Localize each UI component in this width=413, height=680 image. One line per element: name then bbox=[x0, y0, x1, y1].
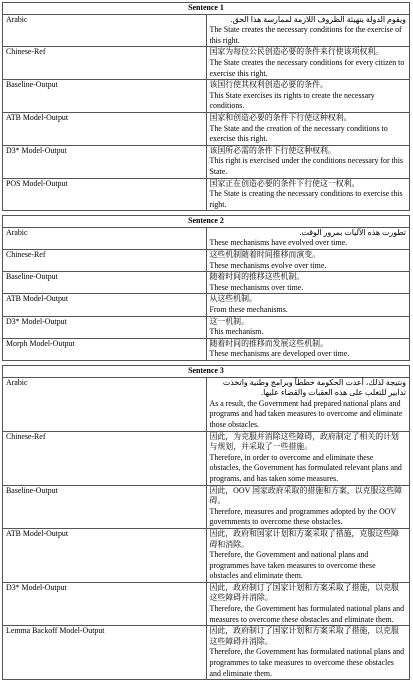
translation-text-line: From these mechanisms. bbox=[209, 305, 288, 315]
row-content bbox=[206, 227, 410, 249]
row-content bbox=[206, 316, 410, 338]
table-row bbox=[3, 338, 410, 360]
translation-text-line: These mechanisms have evolved over time. bbox=[209, 238, 348, 248]
translation-text-line: As a result, the Government had prepared national plans and programs and had taken measures to overcome and eliminate those obstacles. bbox=[209, 398, 403, 429]
row-label: Baseline-Output bbox=[3, 80, 207, 113]
translation-text-line: 从这些机制。 bbox=[209, 294, 257, 304]
row-content bbox=[206, 626, 410, 680]
row-content bbox=[206, 294, 410, 316]
row-content bbox=[206, 338, 410, 360]
row-label: Arabic bbox=[3, 377, 207, 431]
row-label: Chinese-Ref bbox=[3, 431, 207, 485]
row-content bbox=[206, 431, 410, 485]
table-row bbox=[3, 626, 410, 680]
sentence-heading-row bbox=[3, 216, 410, 228]
translation-text-line: Therefore, the Government and national plans and programmes have taken measures to overcome these obstacles and eliminate them. bbox=[209, 550, 376, 581]
row-content bbox=[206, 80, 410, 113]
translation-text-line: The State is creating the necessary conditions to exercise this right. bbox=[209, 189, 403, 209]
sentence-heading-row bbox=[3, 3, 410, 15]
row-label: Baseline-Output bbox=[3, 485, 207, 528]
row-content bbox=[206, 485, 410, 528]
table-row bbox=[3, 227, 410, 249]
table-row bbox=[3, 485, 410, 528]
translation-text-line: 随着时间的推移而发展这些机制。 bbox=[209, 338, 328, 348]
row-content bbox=[206, 272, 410, 294]
row-label: Baseline-Output bbox=[3, 272, 207, 294]
row-label: D3* Model-Output bbox=[3, 145, 207, 178]
row-label: ATB Model-Output bbox=[3, 294, 207, 316]
row-content bbox=[206, 582, 410, 625]
row-label: Morph Model-Output bbox=[3, 338, 207, 360]
table-row bbox=[3, 431, 410, 485]
translation-text-line: 因此，OOV 国家政府采取的措施和方案，以克服这些障碍。 bbox=[209, 485, 403, 506]
table-row bbox=[3, 272, 410, 294]
sentence-heading: Sentence 3 bbox=[3, 366, 410, 378]
row-content bbox=[206, 14, 410, 47]
translation-text-line: 随着时间的推移这些机制。 bbox=[209, 272, 305, 282]
translation-text-line: This mechanism. bbox=[209, 327, 264, 337]
translation-text-line: The State and the creation of the necessary conditions to exercise this right. bbox=[209, 123, 388, 144]
source-text-line: ونتيجة لذلك، أعدت الحكومة خططاً وبرامج وطنية واتخذت تدابير للتغلب على هذه العقبات والقضاء عليها. bbox=[222, 377, 406, 398]
row-content bbox=[206, 377, 410, 431]
translation-text-line: 因此，政府制订了国家计划和方案采取了措施，以克服这些障碍并消除。 bbox=[209, 582, 399, 603]
translation-text-line: 这些机制随着时间推移而演变。 bbox=[209, 250, 320, 260]
row-label: Chinese-Ref bbox=[3, 250, 207, 272]
translation-text-line: 国家和创造必要的条件下行使这种权利。 bbox=[209, 112, 352, 122]
table-row bbox=[3, 145, 410, 178]
table-body bbox=[3, 3, 410, 680]
translation-text-line: 国家正在创造必要的条件下行使这一权利。 bbox=[209, 178, 360, 188]
row-label: D3* Model-Output bbox=[3, 316, 207, 338]
row-content bbox=[206, 528, 410, 582]
sentence-heading-row bbox=[3, 366, 410, 378]
translation-text-line: These mechanisms evolve over time. bbox=[209, 260, 327, 270]
table-row bbox=[3, 582, 410, 625]
translation-text-line: Therefore, the Government has formulated national plans and programmes to take measures to overcome these obstacles and eliminate them. bbox=[209, 647, 405, 678]
translation-text-line: These mechanisms are developed over time. bbox=[209, 349, 350, 359]
table-row bbox=[3, 528, 410, 582]
row-content bbox=[206, 250, 410, 272]
row-label: Lemma Backoff Model-Output bbox=[3, 626, 207, 680]
translation-text-line: 国家为每位公民创造必要的条件来行使该项权利。 bbox=[209, 47, 384, 57]
source-text-line: تطورت هذه الآليات بمرور الوقت. bbox=[299, 227, 406, 237]
table-row bbox=[3, 80, 410, 113]
translation-text-line: 这一机制。 bbox=[209, 316, 249, 326]
sentence-heading: Sentence 1 bbox=[3, 3, 410, 15]
source-text-line: ويقوم الدولة بتهيئة الظروف اللازمة لممارسة هذا الحق. bbox=[230, 14, 406, 24]
translation-text-line: 该国所必需的条件下行使这种权利。 bbox=[209, 145, 336, 155]
row-label: ATB Model-Output bbox=[3, 112, 207, 145]
translation-text-line: The State creates the necessary conditions for every citizen to exercise this right. bbox=[209, 57, 405, 78]
translation-text-line: These mechanisms over time. bbox=[209, 282, 304, 292]
table-row bbox=[3, 14, 410, 47]
row-content bbox=[206, 47, 410, 80]
row-label: Arabic bbox=[3, 227, 207, 249]
row-label: D3* Model-Output bbox=[3, 582, 207, 625]
translation-text-line: This State exercises its rights to create the necessary conditions. bbox=[209, 90, 375, 111]
table-row bbox=[3, 377, 410, 431]
row-label: Chinese-Ref bbox=[3, 47, 207, 80]
translation-comparison-table bbox=[2, 2, 410, 680]
table-row bbox=[3, 316, 410, 338]
translation-examples-document bbox=[2, 2, 410, 680]
sentence-heading: Sentence 2 bbox=[3, 216, 410, 228]
row-content bbox=[206, 112, 410, 145]
translation-text-line: Therefore, in order to overcome and eliminate these obstacles, the Government has formulated relevant plans and programs, and has taken some measures. bbox=[209, 452, 402, 483]
table-row bbox=[3, 47, 410, 80]
table-row bbox=[3, 112, 410, 145]
table-row bbox=[3, 294, 410, 316]
table-row bbox=[3, 250, 410, 272]
row-label: POS Model-Output bbox=[3, 178, 207, 211]
translation-text-line: 因此，为克服并消除这些障碍，政府制定了相关的计划与规划，并采取了一些措施。 bbox=[209, 431, 399, 452]
translation-text-line: 因此，政府和国家计划和方案采取了措施，克服这些障碍和消除。 bbox=[209, 528, 399, 549]
row-content bbox=[206, 145, 410, 178]
table-row bbox=[3, 178, 410, 211]
translation-text-line: This right is exercised under the conditions necessary for this State. bbox=[209, 156, 403, 176]
row-label: ATB Model-Output bbox=[3, 528, 207, 582]
translation-text-line: Therefore, the Government has formulated national plans and measures to overcome these obstacles and eliminate them. bbox=[209, 604, 405, 624]
translation-text-line: 该国行使其权利创造必要的条件。 bbox=[209, 80, 328, 90]
translation-text-line: 因此，政府制订了国家计划和方案采取了措施，以克服这些障碍并消除。 bbox=[209, 626, 399, 646]
row-content bbox=[206, 178, 410, 211]
translation-text-line: The State creates the necessary conditions for the exercise of this right. bbox=[209, 25, 402, 45]
row-label: Arabic bbox=[3, 14, 207, 47]
translation-text-line: Therefore, measures and programmes adopted by the OOV governments to overcome these obstacles. bbox=[209, 506, 397, 527]
